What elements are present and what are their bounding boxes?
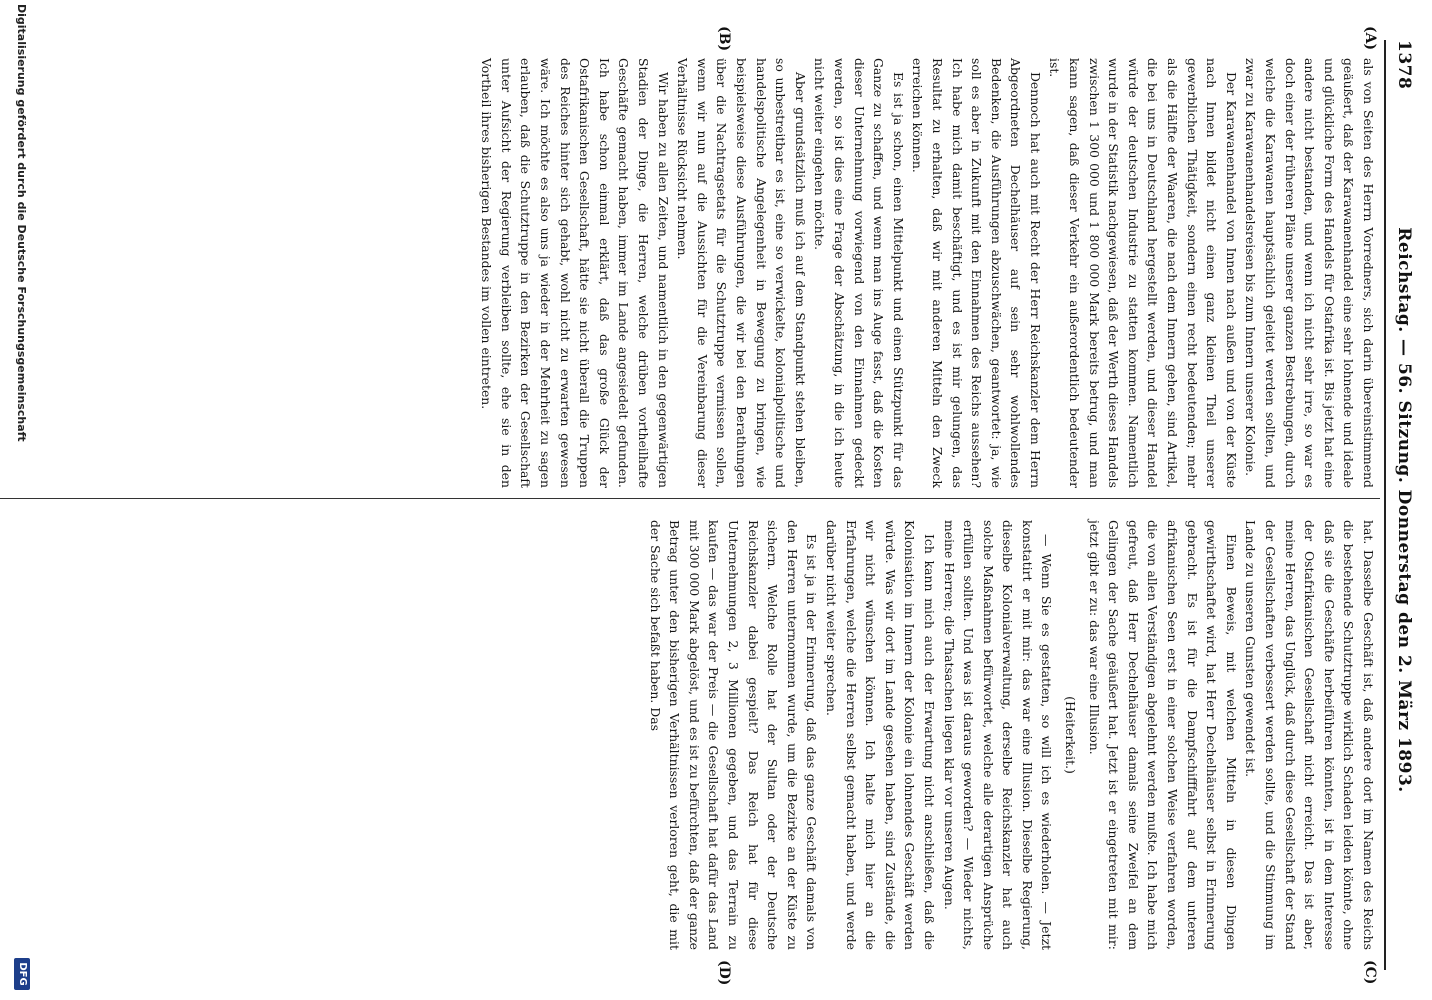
left-column <box>477 58 1378 488</box>
paragraph: Einen Beweis, mit welchen Mitteln in diesen Dingen gewirthschaftet wird, hat Herr Dechelhäuser selbst in Erinnerung gebracht. Es ist für die Dampfschifffahrt auf dem unteren afrikanischen Seen erst in einer solchen Weise verfahren worden, die von allen Verständigen abgelehnt werden mußte. Ich habe mich gefreut, daß Herr Dechelhäuser damals seine Zweifel an dem Gelingen der Sache geäußert hat. Jetzt ist er eingetreten mit mir: jetzt gibt er zu: das war eine Illusion. <box>1086 520 1239 950</box>
column-divider <box>0 498 1380 499</box>
digitization-footer <box>8 0 32 1000</box>
margin-marker-a: (A) <box>1362 26 1378 51</box>
paragraph: — Wenn Sie es gestatten, so will ich es wiederholen. — Jetzt konstatirt er mit mir: das war eine Illusion. Dieselbe Regierung, dieselbe Kolonialverwaltung, derselbe Reichskanzler hat auch solche Maßnahmen befürwortet, welche alle derartigen Ansprüche erfüllen sollten. Und was ist daraus geworden? — Wieder nichts, meine Herren; die Thatsachen liegen klar vor unseren Augen. <box>941 520 1055 950</box>
margin-marker-d: (D) <box>716 960 732 986</box>
paragraph: Aber grundsätzlich muß ich auf dem Standpunkt stehen bleiben, so unbestreitbar es ist, eine so verwickelte, kolonialpolitische und handelspolitische Angelegenheit in Bewegung zu bringen, wie beispielsweise diese Ausführungen, die wir bei den Berathungen über die Nachtragsetats für die Schutztruppe vermissen sollen, wenn wir nun auf die Aussichten für die Vereinbarung dieser Verhältnisse Rücksicht nehmen. <box>675 58 808 488</box>
paragraph: Es ist ja in der Erinnerung, daß das ganze Geschäft damals von den Herren unternommen wurde, um die Bezirke an der Küste zu sichern. Welche Rolle hat der Sultan oder der Deutsche Reichskanzler dabei gespielt? Das Reich hat für diese Unternehmungen 2, 3 Millionen gegeben, und das Terrain zu kaufen — das war der Preis — die Gesellschaft hat dafür das Land mit 300 000 Mark abgelöst, und es ist zu befürchten, daß der ganze Betrag unter den bisherigen Verhältnissen verloren geht, die mit der Sache sich befaßt haben. Das <box>647 520 820 950</box>
paragraph: als von Seiten des Herrn Vorredners, sich darin übereinstimmend geäußert, daß der Karawanenhandel eine sehr lohnende und ideale und glückliche Form des Handels für Ostafrika ist. Bis jetzt hat eine andere nicht bestanden, und wenn ich nicht sehr irre, so war es doch einer der früheren Pläne unserer ganzen Bestrebungen, durch welche die Karawanen hauptsächlich geleitet werden sollten, und zwar zu Karawanenhandelsreisen bis zum Innern unserer Kolonie. <box>1243 58 1376 488</box>
margin-marker-c: (C) <box>1362 960 1378 985</box>
margin-marker-b: (B) <box>716 26 732 52</box>
page-number: 1378 <box>1394 40 1414 90</box>
digitization-credit: Digitalisierung gefördert durch die Deutsche Forschungsgemeinschaft <box>15 4 28 442</box>
paragraph: Dennoch hat auch mit Recht der Herr Reichskanzler dem Herrn Abgeordneten Dechelhäuser auf sein sehr wohlwollendes Bedenken, die Ausführungen abzuschwächen, geantwortet: ja, wie soll es aber in Zukunft mit den Einnahmen des Reichs aussehen? Ich habe mich damit beschäftigt, und es ist mir gelungen, das Resultat zu erhalten, daß wir mit anderen Mitteln den Zweck erreichen können. <box>910 58 1043 488</box>
dfg-logo-icon: DFG <box>14 958 30 990</box>
page-title: Reichstag. — 56. Sitzung. Donnerstag den 2. März 1893. <box>1394 227 1414 793</box>
paragraph: Ich kann mich auch der Erwartung nicht anschließen, daß die Kolonisation im Innern der Kolonie ein lohnendes Geschäft werden würde. Was wir dort im Lande gesehen haben, sind Zustände, die wir nicht wünschen können. Ich halte mich hier an die Erfahrungen, welche die Herren selbst gemacht haben, und werde darüber nicht weiter sprechen. <box>823 520 937 950</box>
stage-direction: (Heiterkeit.) <box>1063 696 1079 774</box>
right-column <box>645 520 1378 950</box>
header-rule <box>1384 40 1386 970</box>
paragraph: Es ist ja schon, einen Mittelpunkt und einen Stützpunkt für das Ganze zu schaffen, und wenn man ins Auge fasst, daß die Kosten dieser Unternehmung vorwiegend von den Einnahmen gedeckt werden, so ist dies eine Frage der Abschätzung, in die ich heute nicht weiter eingehen möchte. <box>812 58 906 488</box>
paragraph: Wir haben zu allen Zeiten, und namentlich in den gegenwärtigen Stadien der Dinge, die Herren, welche drüben vortheilhafte Geschäfte gemacht haben, immer im Lande angesiedelt gefunden. Ich habe schon einmal erklärt, daß das große Glück der Ostafrikanischen Gesellschaft, hätte sie nicht überall die Truppen des Reiches hinter sich gehabt, wohl nicht zu erwarten gewesen wäre. Ich möchte es also uns ja wieder in der Mehrheit zu sagen erlauben, daß die Schutztruppe in den Bezirken der Gesellschaft unter Aufsicht der Regierung verbleiben sollte, ehe sie in den Vortheil ihres bisherigen Bestandes im vollen eintreten. <box>479 58 671 488</box>
paragraph: Der Karawanenhandel von Innen nach außen und von der Küste nach Innen bildet nicht einen ganz kleinen Theil unserer gewerblichen Thätigkeit, sondern einen recht bedeutenden; mehr als die Hälfte der Waaren, die nach dem Innern gehen, sind Artikel, die bei uns in Deutschland hergestellt werden, und dieser Handel würde der deutschen Industrie zu statten kommen. Namentlich wurde in der Statistik nachgewiesen, daß der Werth dieses Handels zwischen 1 300 000 und 1 800 000 Mark bereits betrug, und man kann sagen, daß dieser Verkehr ein außerordentlich bedeutender ist. <box>1047 58 1239 488</box>
page-header <box>1388 40 1414 980</box>
paragraph: hat. Dasselbe Geschäft ist, daß andere dort im Namen des Reichs die bestehende Schutztruppe wirklich Schaden leiden könnte, ohne daß sie die Geschäfte herbeiführen könnten, ist in dem Interesse der Ostafrikanischen Gesellschaft nicht erreicht. Das ist aber, meine Herren, das Unglück, daß durch diese Gesellschaft der Stand der Gesellschaften verbessert werden sollte, und die Stimmung im Lande zu unseren Gunsten gewendet ist. <box>1243 520 1376 950</box>
